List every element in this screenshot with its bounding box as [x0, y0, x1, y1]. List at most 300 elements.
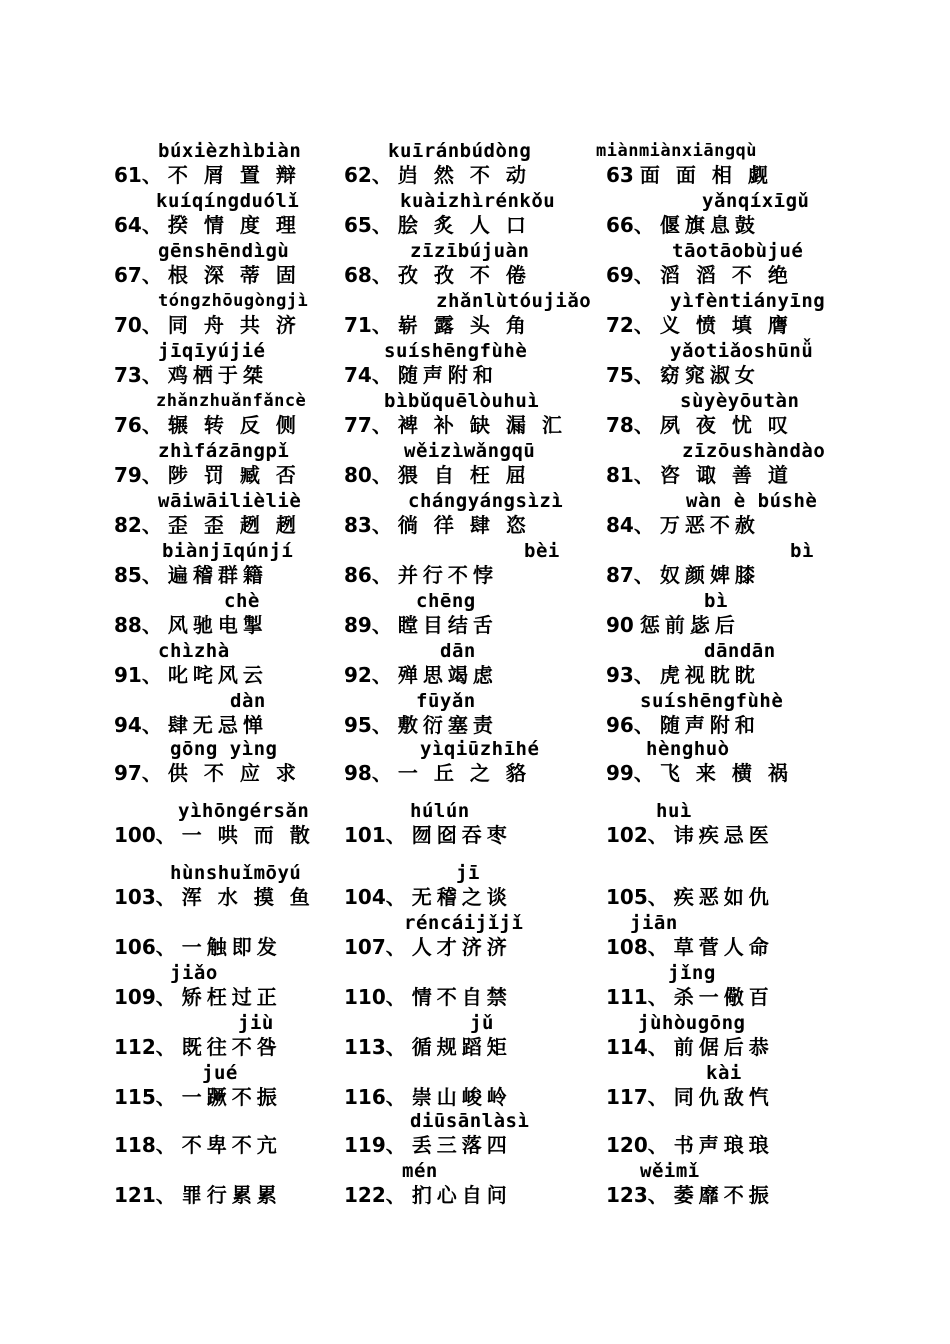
- item-number: 104、: [344, 885, 406, 909]
- item-number: 108、: [606, 935, 668, 959]
- idiom-text: 敷衍塞责: [397, 713, 498, 737]
- item-number: 114、: [606, 1035, 668, 1059]
- idiom-line: [114, 412, 312, 438]
- idiom-line: [344, 562, 498, 588]
- idiom-line: [344, 822, 512, 848]
- item-number: 68、: [344, 263, 392, 287]
- idiom-line: [606, 1084, 774, 1110]
- idiom-line: [606, 934, 774, 960]
- pinyin-annotation: zīzōushàndào: [682, 440, 826, 462]
- idiom-text: 孜孜不倦: [397, 263, 542, 287]
- item-number: 110、: [344, 985, 406, 1009]
- pinyin-annotation: gēnshēndìgù: [158, 240, 290, 262]
- idiom-line: [344, 984, 512, 1010]
- idiom-entry: [344, 800, 634, 850]
- item-number: 71、: [344, 313, 392, 337]
- entry-row: [0, 440, 950, 490]
- item-number: 96、: [606, 713, 654, 737]
- item-number: 88、: [114, 613, 162, 637]
- pinyin-annotation: huì: [656, 800, 692, 822]
- idiom-entry: [344, 862, 634, 912]
- idiom-entry: [344, 190, 634, 240]
- pinyin-annotation: jǐng: [668, 962, 716, 984]
- idiom-text: 万恶不赦: [659, 513, 760, 537]
- idiom-entry: [344, 1012, 634, 1062]
- idiom-line: [344, 1182, 512, 1208]
- pinyin-annotation: yìhōngérsǎn: [178, 800, 310, 822]
- idiom-text: 咨诹善道: [659, 463, 804, 487]
- entry-row: [0, 800, 950, 850]
- idiom-line: [114, 934, 282, 960]
- idiom-entry: [606, 390, 896, 440]
- pinyin-annotation: jiān: [630, 912, 678, 934]
- idiom-line: [344, 712, 498, 738]
- idiom-entry: [606, 290, 896, 340]
- item-number: 66、: [606, 213, 654, 237]
- idiom-entry: [344, 290, 634, 340]
- idiom-line: [606, 562, 760, 588]
- item-number: 63: [606, 163, 634, 187]
- idiom-line: [344, 262, 542, 288]
- idiom-line: [114, 362, 268, 388]
- idiom-entry: [344, 1062, 634, 1112]
- idiom-entry: [344, 640, 634, 690]
- idiom-text: 不屑置辩: [167, 163, 312, 187]
- pinyin-annotation: húlún: [410, 800, 470, 822]
- idiom-line: [606, 212, 760, 238]
- idiom-entry: [344, 440, 634, 490]
- idiom-line: [606, 884, 774, 910]
- pinyin-annotation: fūyǎn: [416, 690, 476, 712]
- idiom-line: [344, 760, 542, 786]
- idiom-text: 猥自枉屈: [397, 463, 542, 487]
- idiom-entry: [344, 962, 634, 1012]
- item-number: 75、: [606, 363, 654, 387]
- idiom-text: 根深蒂固: [167, 263, 312, 287]
- idiom-text: 飞来横祸: [659, 761, 804, 785]
- item-number: 111、: [606, 985, 668, 1009]
- idiom-text: 并行不悖: [397, 563, 498, 587]
- idiom-text: 循规蹈矩: [411, 1035, 512, 1059]
- idiom-text: 崭露头角: [397, 313, 542, 337]
- pinyin-annotation: yǎotiǎoshūnǚ: [670, 340, 814, 362]
- idiom-entry: [606, 340, 896, 390]
- idiom-line: [114, 562, 268, 588]
- idiom-line: [114, 462, 312, 488]
- pinyin-annotation: wāiwāilièliè: [158, 490, 302, 512]
- idiom-entry: [344, 738, 634, 788]
- item-number: 115、: [114, 1085, 176, 1109]
- idiom-text: 一触即发: [181, 935, 282, 959]
- item-number: 107、: [344, 935, 406, 959]
- item-number: 83、: [344, 513, 392, 537]
- idiom-line: [114, 760, 312, 786]
- item-number: 100、: [114, 823, 176, 847]
- pinyin-annotation: zīzībújuàn: [410, 240, 530, 262]
- idiom-line: [114, 212, 312, 238]
- idiom-text: 岿然不动: [397, 163, 542, 187]
- pinyin-annotation: chìzhà: [158, 640, 230, 662]
- item-number: 119、: [344, 1133, 406, 1157]
- idiom-line: [606, 712, 760, 738]
- item-number: 94、: [114, 713, 162, 737]
- idiom-entry: [344, 912, 634, 962]
- idiom-line: [344, 1034, 512, 1060]
- idiom-line: [606, 1034, 774, 1060]
- idiom-line: [114, 262, 312, 288]
- idiom-line: [114, 1034, 282, 1060]
- idiom-entry: [606, 490, 896, 540]
- idiom-entry: [344, 690, 634, 740]
- item-number: 112、: [114, 1035, 176, 1059]
- idiom-line: [344, 662, 498, 688]
- idiom-text: 奴颜婢膝: [659, 563, 760, 587]
- idiom-text: 讳疾忌医: [673, 823, 774, 847]
- idiom-line: [344, 934, 512, 960]
- entry-row: [0, 862, 950, 912]
- idiom-line: [114, 612, 268, 638]
- idiom-text: 风驰电掣: [167, 613, 268, 637]
- idiom-line: [344, 512, 542, 538]
- pinyin-annotation: jiǎo: [170, 962, 218, 984]
- idiom-text: 义愤填膺: [659, 313, 804, 337]
- pinyin-annotation: chángyángsìzì: [408, 490, 564, 512]
- idiom-text: 遍稽群籍: [167, 563, 268, 587]
- item-number: 89、: [344, 613, 392, 637]
- idiom-line: [344, 1084, 512, 1110]
- idiom-text: 人才济济: [411, 935, 512, 959]
- pinyin-annotation: diūsānlàsì: [410, 1110, 530, 1132]
- entry-row: [0, 540, 950, 590]
- pinyin-annotation: jiù: [238, 1012, 274, 1034]
- idiom-line: [344, 1132, 512, 1158]
- pinyin-annotation: bì: [704, 590, 728, 612]
- entry-row: [0, 240, 950, 290]
- entry-row: [0, 290, 950, 340]
- pinyin-annotation: tāotāobùjué: [672, 240, 804, 262]
- item-number: 77、: [344, 413, 392, 437]
- idiom-text: 情不自禁: [411, 985, 512, 1009]
- item-number: 105、: [606, 885, 668, 909]
- idiom-entry: [344, 1160, 634, 1210]
- idiom-text: 歪歪趔趔: [167, 513, 312, 537]
- idiom-entry: [344, 540, 634, 590]
- idiom-line: [606, 1132, 774, 1158]
- idiom-entry: [606, 590, 896, 640]
- idiom-text: 面面相觑: [639, 163, 784, 187]
- entry-row: [0, 140, 950, 190]
- idiom-line: [344, 612, 498, 638]
- idiom-text: 辗转反侧: [167, 413, 312, 437]
- pinyin-annotation: zhǎnlùtóujiǎo: [436, 290, 592, 312]
- item-number: 102、: [606, 823, 668, 847]
- pinyin-annotation: bìbǔquēlòuhuì: [384, 390, 540, 412]
- idiom-line: [344, 884, 512, 910]
- idiom-text: 偃旗息鼓: [659, 213, 760, 237]
- pinyin-annotation: jùhòugōng: [638, 1012, 746, 1034]
- idiom-text: 疾恶如仇: [673, 885, 774, 909]
- idiom-line: [114, 312, 312, 338]
- idiom-line: [606, 462, 804, 488]
- idiom-line: [606, 760, 804, 786]
- idiom-entry: [606, 690, 896, 740]
- pinyin-annotation: jīqīyújié: [158, 340, 266, 362]
- pinyin-annotation: bì: [790, 540, 814, 562]
- pinyin-annotation: wěizìwǎngqū: [404, 440, 536, 462]
- item-number: 98、: [344, 761, 392, 785]
- idiom-entry: [606, 1160, 896, 1210]
- item-number: 82、: [114, 513, 162, 537]
- idiom-text: 同舟共济: [167, 313, 312, 337]
- idiom-entry: [606, 962, 896, 1012]
- idiom-line: [114, 1084, 282, 1110]
- idiom-entry: [606, 912, 896, 962]
- entry-row: [0, 640, 950, 690]
- idiom-line: [606, 1182, 774, 1208]
- pinyin-annotation: búxièzhìbiàn: [158, 140, 302, 162]
- idiom-text: 既往不咎: [181, 1035, 282, 1059]
- entry-row: [0, 340, 950, 390]
- pinyin-annotation: gōng yìng: [170, 738, 278, 760]
- idiom-entry: [344, 1110, 634, 1160]
- idiom-line: [344, 162, 542, 188]
- item-number: 65、: [344, 213, 392, 237]
- item-number: 122、: [344, 1183, 406, 1207]
- item-number: 117、: [606, 1085, 668, 1109]
- idiom-entry: [606, 800, 896, 850]
- item-number: 70、: [114, 313, 162, 337]
- pinyin-annotation: kuàizhìrénkǒu: [400, 190, 556, 212]
- idiom-line: [606, 262, 804, 288]
- idiom-line: [606, 512, 760, 538]
- item-number: 69、: [606, 263, 654, 287]
- entry-row: [0, 738, 950, 788]
- idiom-entry: [606, 540, 896, 590]
- item-number: 109、: [114, 985, 176, 1009]
- item-number: 106、: [114, 935, 176, 959]
- idiom-line: [606, 662, 760, 688]
- idiom-text: 陟罚臧否: [167, 463, 312, 487]
- item-number: 86、: [344, 563, 392, 587]
- item-number: 93、: [606, 663, 654, 687]
- idiom-line: [114, 662, 268, 688]
- idiom-text: 窈窕淑女: [659, 363, 760, 387]
- item-number: 78、: [606, 413, 654, 437]
- item-number: 72、: [606, 313, 654, 337]
- idiom-line: [606, 822, 774, 848]
- pinyin-annotation: wàn è búshè: [686, 490, 818, 512]
- idiom-line: [114, 1182, 282, 1208]
- pinyin-annotation: kuīránbúdòng: [388, 140, 532, 162]
- pinyin-annotation: bèi: [524, 540, 560, 562]
- idiom-line: [114, 712, 268, 738]
- entry-row: [0, 912, 950, 962]
- idiom-text: 随声附和: [397, 363, 498, 387]
- pinyin-annotation: zhìfázāngpǐ: [158, 440, 290, 462]
- item-number: 97、: [114, 761, 162, 785]
- idiom-text: 随声附和: [659, 713, 760, 737]
- pinyin-annotation: hùnshuǐmōyú: [170, 862, 302, 884]
- pinyin-annotation: dàn: [230, 690, 266, 712]
- idiom-entry: [606, 440, 896, 490]
- idiom-text: 鸡栖于桀: [167, 363, 268, 387]
- idiom-text: 同仇敌忾: [673, 1085, 774, 1109]
- item-number: 99、: [606, 761, 654, 785]
- idiom-entry: [596, 140, 896, 190]
- item-number: 76、: [114, 413, 162, 437]
- idiom-text: 裨补缺漏汇: [397, 413, 578, 437]
- pinyin-annotation: tóngzhōugòngjì: [158, 291, 309, 311]
- idiom-text: 肆无忌惮: [167, 713, 268, 737]
- entry-row: [0, 1160, 950, 1210]
- idiom-entry: [606, 640, 896, 690]
- entry-row: [0, 690, 950, 740]
- idiom-line: [114, 162, 312, 188]
- pinyin-annotation: suíshēngfùhè: [384, 340, 528, 362]
- item-number: 91、: [114, 663, 162, 687]
- item-number: 84、: [606, 513, 654, 537]
- idiom-line: [344, 212, 542, 238]
- pinyin-annotation: kuíqíngduólǐ: [156, 190, 300, 212]
- pinyin-annotation: réncáijǐjǐ: [404, 912, 524, 934]
- idiom-text: 矫枉过正: [181, 985, 282, 1009]
- idiom-text: 不卑不亢: [181, 1133, 282, 1157]
- idiom-text: 扪心自问: [411, 1183, 512, 1207]
- item-number: 101、: [344, 823, 406, 847]
- idiom-line: [606, 362, 760, 388]
- idiom-text: 一蹶不振: [181, 1085, 282, 1109]
- entry-row: [0, 1062, 950, 1112]
- item-number: 90: [606, 613, 634, 637]
- idiom-text: 一哄而散: [181, 823, 326, 847]
- idiom-line: [344, 412, 578, 438]
- idiom-line: [606, 984, 774, 1010]
- idiom-text: 虎视眈眈: [659, 663, 760, 687]
- item-number: 92、: [344, 663, 392, 687]
- pinyin-annotation: dān: [440, 640, 476, 662]
- idiom-text: 丢三落四: [411, 1133, 512, 1157]
- item-number: 79、: [114, 463, 162, 487]
- pinyin-annotation: jī: [456, 862, 480, 884]
- pinyin-annotation: suíshēngfùhè: [640, 690, 784, 712]
- pinyin-annotation: yìfèntiányīng: [670, 290, 826, 312]
- entry-row: [0, 962, 950, 1012]
- idiom-line: [606, 312, 804, 338]
- item-number: 121、: [114, 1183, 176, 1207]
- idiom-text: 殚思竭虑: [397, 663, 498, 687]
- idiom-text: 崇山峻岭: [411, 1085, 512, 1109]
- idiom-line: [344, 362, 498, 388]
- idiom-entry: [606, 738, 896, 788]
- idiom-text: 书声琅琅: [673, 1133, 774, 1157]
- idiom-line: [114, 984, 282, 1010]
- pinyin-annotation: sùyèyōutàn: [680, 390, 800, 412]
- pinyin-annotation: chè: [224, 590, 260, 612]
- idiom-text: 脍炙人口: [397, 213, 542, 237]
- entry-row: [0, 1012, 950, 1062]
- pinyin-annotation: miànmiànxiāngqù: [596, 141, 758, 161]
- idiom-text: 草菅人命: [673, 935, 774, 959]
- idiom-text: 无稽之谈: [411, 885, 512, 909]
- item-number: 113、: [344, 1035, 406, 1059]
- pinyin-annotation: jué: [202, 1062, 238, 1084]
- pinyin-annotation: dāndān: [704, 640, 776, 662]
- item-number: 61、: [114, 163, 162, 187]
- idiom-text: 杀一儆百: [673, 985, 774, 1009]
- idiom-entry: [344, 390, 634, 440]
- idiom-entry: [606, 190, 896, 240]
- idiom-entry: [606, 1012, 896, 1062]
- idiom-entry: [344, 490, 634, 540]
- item-number: 87、: [606, 563, 654, 587]
- pinyin-annotation: chēng: [416, 590, 476, 612]
- idiom-line: [114, 1132, 282, 1158]
- pinyin-annotation: mén: [402, 1160, 438, 1182]
- entry-row: [0, 1110, 950, 1160]
- item-number: 64、: [114, 213, 162, 237]
- idiom-line: [114, 884, 326, 910]
- item-number: 123、: [606, 1183, 668, 1207]
- idiom-text: 揆情度理: [167, 213, 312, 237]
- idiom-text: 瞠目结舌: [397, 613, 498, 637]
- idiom-text: 浑水摸鱼: [181, 885, 326, 909]
- entry-row: [0, 390, 950, 440]
- idiom-entry: [344, 240, 634, 290]
- idiom-text: 徜徉肆恣: [397, 513, 542, 537]
- entry-row: [0, 190, 950, 240]
- item-number: 103、: [114, 885, 176, 909]
- idiom-line: [114, 822, 326, 848]
- pinyin-annotation: yǎnqíxīgǔ: [702, 190, 810, 212]
- item-number: 118、: [114, 1133, 176, 1157]
- idiom-text: 叱咤风云: [167, 663, 268, 687]
- idiom-line: [606, 412, 804, 438]
- item-number: 120、: [606, 1133, 668, 1157]
- idiom-text: 罪行累累: [181, 1183, 282, 1207]
- idiom-text: 惩前毖后: [639, 613, 740, 637]
- pinyin-annotation: kài: [706, 1062, 742, 1084]
- pinyin-annotation: wěimǐ: [640, 1160, 700, 1182]
- idiom-text: 夙夜忧叹: [659, 413, 804, 437]
- idiom-entry: [344, 590, 634, 640]
- item-number: 74、: [344, 363, 392, 387]
- entry-row: [0, 490, 950, 540]
- idiom-entry: [606, 862, 896, 912]
- item-number: 85、: [114, 563, 162, 587]
- idiom-line: [344, 312, 542, 338]
- idiom-entry: [344, 340, 634, 390]
- idiom-line: [606, 162, 784, 188]
- item-number: 73、: [114, 363, 162, 387]
- idiom-text: 滔滔不绝: [659, 263, 804, 287]
- item-number: 62、: [344, 163, 392, 187]
- idiom-entry: [606, 240, 896, 290]
- idiom-text: 前倨后恭: [673, 1035, 774, 1059]
- idiom-line: [606, 612, 740, 638]
- item-number: 80、: [344, 463, 392, 487]
- idiom-text: 囫囵吞枣: [411, 823, 512, 847]
- idiom-entry: [344, 140, 634, 190]
- item-number: 81、: [606, 463, 654, 487]
- idiom-line: [344, 462, 542, 488]
- entry-row: [0, 590, 950, 640]
- idiom-text: 萎靡不振: [673, 1183, 774, 1207]
- item-number: 95、: [344, 713, 392, 737]
- idiom-text: 一丘之貉: [397, 761, 542, 785]
- pinyin-annotation: jǔ: [470, 1012, 494, 1034]
- item-number: 116、: [344, 1085, 406, 1109]
- pinyin-annotation: biànjīqúnjí: [162, 540, 294, 562]
